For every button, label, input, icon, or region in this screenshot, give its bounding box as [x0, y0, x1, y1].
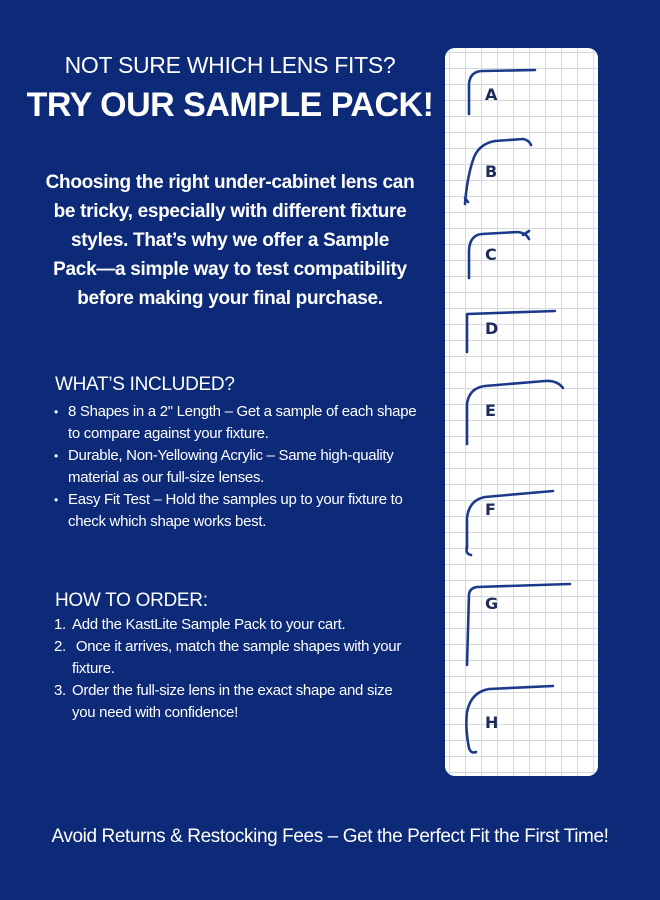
lens-shapes-card [445, 48, 598, 776]
intro-paragraph [30, 168, 430, 313]
whats-included-heading: WHAT’S INCLUDED? [55, 374, 235, 395]
list-item [54, 636, 424, 680]
shape-label-a: A [485, 85, 498, 104]
list-item-text: Order the full-size lens in the exact shape and size [72, 682, 393, 699]
step-number: 1. [54, 616, 66, 633]
step-number: 2. [54, 638, 66, 655]
list-item [54, 489, 424, 533]
list-item-text: material as our full-size lenses. [68, 469, 265, 486]
list-item [54, 614, 424, 636]
subtitle: NOT SURE WHICH LENS FITS? [64, 52, 396, 78]
shape-g-profile [467, 584, 570, 665]
shape-label-g: G [485, 594, 499, 613]
list-item-text: you need with confidence! [72, 704, 238, 721]
step-number: 3. [54, 682, 66, 699]
shape-label-h: H [485, 713, 499, 732]
intro-line: be tricky, especially with different fixture [53, 201, 407, 222]
intro-line: styles. That’s why we offer a Sample [71, 230, 389, 251]
lens-shapes-diagram [445, 48, 598, 776]
intro-line: before making your final purchase. [77, 288, 383, 309]
whats-included-list [54, 401, 424, 533]
shape-h-tail [469, 748, 476, 753]
list-item-text: check which shape works best. [68, 513, 267, 530]
intro-line: Choosing the right under-cabinet lens can [45, 172, 415, 193]
shape-label-b: B [485, 162, 498, 181]
shape-f-foot [467, 546, 472, 555]
list-item-text: to compare against your fixture. [68, 425, 269, 442]
shape-label-d: D [485, 319, 499, 338]
shape-label-f: F [485, 500, 496, 519]
shape-d-profile [467, 311, 555, 352]
page-title: TRY OUR SAMPLE PACK! [26, 86, 434, 124]
shape-f-profile [467, 491, 553, 548]
list-item-text: Add the KastLite Sample Pack to your cart. [72, 616, 346, 633]
shape-a-profile [469, 70, 535, 114]
list-item-text: • 8 Shapes in a 2" Length – Get a sample of each shape [68, 403, 417, 420]
list-item-text: fixture. [72, 660, 115, 677]
shape-label-c: C [485, 245, 497, 264]
shape-c-tip [523, 231, 529, 235]
intro-line: Pack—a simple way to test compatibility [53, 259, 407, 280]
list-item-text: • Easy Fit Test – Hold the samples up to your fixture to [68, 491, 403, 508]
list-item [54, 680, 424, 724]
footer-tagline: Avoid Returns & Restocking Fees – Get the Perfect Fit the First Time! [51, 826, 609, 847]
how-to-order-list [54, 614, 424, 724]
list-item [54, 445, 424, 489]
shape-e-profile [467, 381, 563, 444]
how-to-order-heading: HOW TO ORDER: [55, 590, 208, 611]
shape-h-profile [466, 686, 553, 748]
shape-label-e: E [485, 401, 496, 420]
list-item [54, 401, 424, 445]
shape-b-profile [465, 139, 531, 204]
list-item-text: • Durable, Non-Yellowing Acrylic – Same high-quality [68, 447, 394, 464]
list-item-text: Once it arrives, match the sample shapes with your [72, 638, 402, 655]
shape-c-profile [469, 232, 529, 278]
